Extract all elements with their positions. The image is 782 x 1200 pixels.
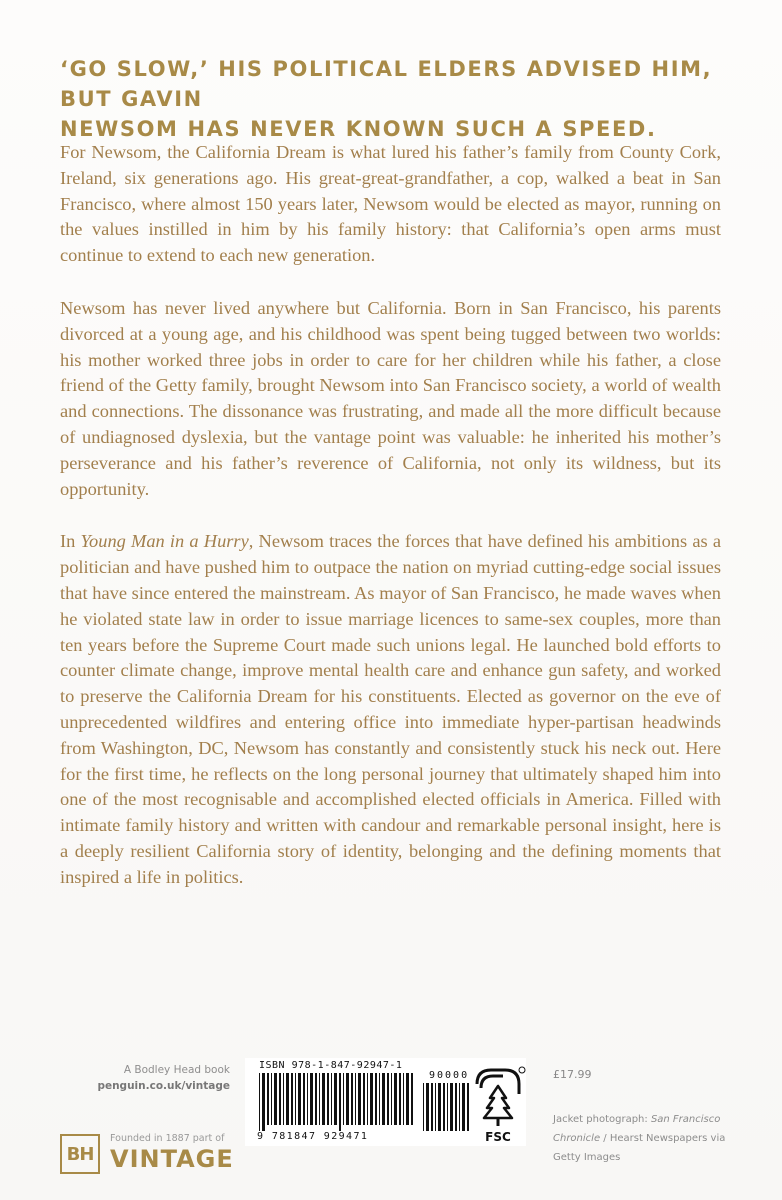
publisher-imprint: [60, 1062, 230, 1094]
publisher-url: penguin.co.uk/vintage: [97, 1080, 230, 1092]
fsc-logo: [469, 1064, 527, 1144]
barcode-bar: [358, 1073, 361, 1125]
barcode-bar: [346, 1073, 349, 1125]
barcode-bar: [426, 1083, 429, 1131]
barcode-bar: [382, 1073, 385, 1125]
barcode-bar: [363, 1073, 365, 1125]
blurb-p3-lead: In: [60, 531, 81, 552]
barcode-bar: [411, 1073, 413, 1125]
barcode-bar: [450, 1083, 453, 1131]
headline-line-2: NEWSOM HAS NEVER KNOWN SUCH A SPEED.: [60, 117, 657, 141]
headline: [60, 54, 740, 144]
photo-credit: [553, 1110, 733, 1167]
barcode-bar: [295, 1073, 296, 1125]
barcode-bar: [303, 1073, 305, 1125]
barcode-bar: [355, 1073, 356, 1125]
blurb: [60, 140, 721, 891]
barcode-bar: [455, 1083, 457, 1131]
price: £17.99: [553, 1068, 592, 1081]
barcode-bar: [403, 1073, 404, 1125]
credit-source: San Francisco Chronicle: [553, 1114, 721, 1144]
barcode-bar: [315, 1073, 317, 1125]
barcode-bar: [370, 1073, 373, 1125]
barcode-bar: [423, 1083, 424, 1131]
book-title: Young Man in a Hurry: [80, 531, 249, 552]
barcode-bar: [310, 1073, 313, 1125]
barcode-bar: [274, 1073, 277, 1125]
fsc-label: FSC: [485, 1130, 511, 1144]
credit-lead: Jacket photograph:: [553, 1114, 651, 1125]
barcode-bar: [307, 1073, 308, 1125]
barcode-bar: [283, 1073, 284, 1125]
bodley-head-logo: BH: [60, 1134, 100, 1174]
barcode-bar: [267, 1073, 269, 1125]
barcode-bar: [394, 1073, 397, 1125]
barcode-bar: [298, 1073, 301, 1125]
barcode-bar: [375, 1073, 377, 1125]
barcode-bar: [334, 1073, 337, 1125]
isbn-label: ISBN 978-1-847-92947-1: [259, 1060, 403, 1071]
barcode-bar: [435, 1083, 436, 1131]
imprint-line: A Bodley Head book: [123, 1064, 230, 1076]
founded-text: Founded in 1887 part of: [110, 1133, 225, 1144]
barcode-bar: [447, 1083, 448, 1131]
barcode-bars: [259, 1073, 417, 1131]
barcode-bar: [327, 1073, 329, 1125]
barcode-digits: 9 781847 929471: [257, 1131, 369, 1142]
barcode-bar: [319, 1073, 320, 1125]
barcode-bar: [339, 1073, 341, 1131]
barcode-addon-digits: 90000: [429, 1070, 470, 1081]
barcode-bar: [262, 1073, 265, 1131]
blurb-paragraph-2: Newsom has never lived anywhere but California. Born in San Francisco, his parents divorced at a young age, and his childhood was spent being tugged between two worlds: his mother worked three jobs in order to care for her children while his father, a close friend of the Getty family, brought Newsom into San Francisco society, a world of wealth and connections. The dissonance was frustrating, and made all the more difficult because of undiagnosed dyslexia, but the vantage point was valuable: he inherited his mother’s perseverance and his father’s reverence of California, not only its wildness, but its opportunity.: [60, 297, 721, 499]
credit-rest: / Hearst Newspapers via Getty Images: [553, 1133, 726, 1163]
barcode-bar: [387, 1073, 389, 1125]
barcode-bar: [379, 1073, 380, 1125]
barcode-bar: [343, 1073, 344, 1125]
barcode-bar: [399, 1073, 401, 1125]
barcode-bar: [351, 1073, 353, 1125]
barcode-bar: [279, 1073, 281, 1125]
blurb-paragraph-1: For Newsom, the California Dream is what lured his father’s family from County Cork, Ireland, six generations ago. His great-great-grandfather, a cop, walked a beat in San Francisco, where almost 150 years later, Newsom would be elected as mayor, running on the values instilled in him by his family history: that California’s open arms must continue to extend to each new generation.: [60, 142, 721, 266]
barcode-bar: [443, 1083, 445, 1131]
barcode-bar: [462, 1083, 465, 1131]
barcode-bar: [271, 1073, 272, 1125]
barcode-bar: [431, 1083, 433, 1131]
barcode-bar: [291, 1073, 293, 1125]
vintage-logo: [110, 1133, 235, 1173]
barcode-addon-bars: [423, 1083, 473, 1131]
blurb-p3-rest: , Newsom traces the forces that have defined his ambitions as a politician and have pushed him to outpace the nation on myriad cutting-edge social issues that have since entered the mainstream. As mayor of San Francisco, he made waves when he violated state law in order to issue marriage licences to same-sex couples, more than ten years before the Supreme Court made such unions legal. He launched bold efforts to counter climate change, improve mental health care and enhance gun safety, and worked to preserve the California Dream for his constituents. Elected as governor on the eve of unprecedented wildfires and entering office into immediate hyper-partisan headwinds from Washington, DC, Newsom has constantly and consistently stuck his neck out. Here for the first time, he reflects on the long personal journey that ultimately shaped him into one of the most recognisable and accomplished elected officials in America. Filled with intimate family history and written with candour and remarkable personal insight, here is a deeply resilient California story of identity, belonging and the defining moments that inspired a life in politics.: [60, 531, 722, 887]
barcode-bar: [367, 1073, 368, 1125]
barcode-bar: [459, 1083, 460, 1131]
barcode-bar: [331, 1073, 332, 1125]
barcode-bar: [286, 1073, 289, 1125]
barcode-bar: [406, 1073, 409, 1125]
barcode-bar: [322, 1073, 325, 1125]
vintage-wordmark: VINTAGE: [110, 1145, 234, 1173]
barcode-bar: [438, 1083, 441, 1131]
barcode-bar: [259, 1073, 260, 1131]
barcode-bar: [391, 1073, 392, 1125]
headline-line-1: ‘GO SLOW,’ HIS POLITICAL ELDERS ADVISED HIM, BUT GAVIN: [60, 57, 713, 111]
blurb-paragraph-3: [60, 529, 721, 890]
